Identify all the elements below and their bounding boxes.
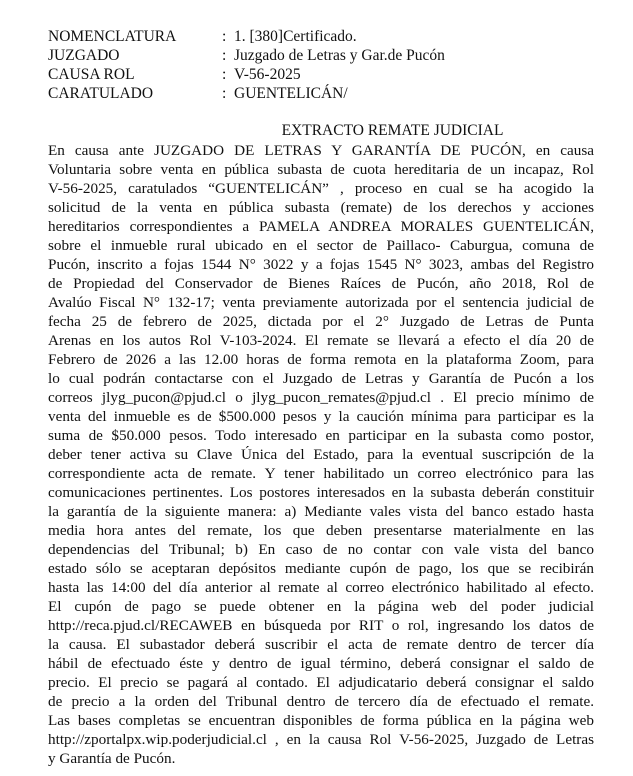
header-colon: : (222, 85, 227, 102)
body-line: Las bases completas se encuentran disponibles de forma pública en la página web (48, 712, 594, 729)
body-line: de Propiedad del Conservador de Bienes Raíces de Pucón, año 2018, Rol de (48, 275, 594, 292)
body-line: solicitud de la venta en pública subasta (remate) de los derechos y acciones (48, 199, 594, 216)
body-line: Arenas en los autos Rol V-103-2024. El remate se llevará a efecto el día 20 de (48, 332, 594, 349)
body-line: lo cual podrán contactarse con el Juzgado de Letras y Garantía de Pucón a los (48, 370, 594, 387)
document-body (48, 141, 594, 768)
body-line: suma de $50.000 pesos. Todo interesado en participar en la subasta como postor, (48, 427, 594, 444)
body-line: En causa ante JUZGADO DE LETRAS Y GARANTÍA DE PUCÓN, en causa (48, 142, 594, 159)
body-line: http://reca.pjud.cl/RECAWEB en búsqueda por RIT o rol, ingresando los datos de (48, 617, 594, 634)
header-colon: : (222, 47, 227, 64)
body-line: http://zportalpx.wip.poderjudicial.cl , en la causa Rol V-56-2025, Juzgado de Letras (48, 731, 594, 748)
body-line: estado sólo se aceptaran depósitos mediante cupón de pago, los que se recibirán (48, 560, 594, 577)
body-line: venta del inmueble es de $500.000 pesos y la caución mínima para participar es la (48, 408, 594, 425)
body-line: Avalúo Fiscal N° 132-17; venta previamente autorizada por el sentencia judicial de (48, 294, 594, 311)
body-line: y Garantía de Pucón. (48, 750, 176, 767)
body-line: correos jlyg_pucon@pjud.cl o jlyg_pucon_remates@pjud.cl . El precio mínimo de (48, 389, 594, 406)
header-label: JUZGADO (48, 47, 120, 64)
body-line: hasta las 14:00 del día anterior al remate al correo electrónico habilitado al efecto. (48, 579, 594, 596)
body-line: hereditarios correspondientes a PAMELA ANDREA MORALES GUENTELICÁN, (48, 218, 594, 235)
body-line: media hora antes del remate, los que deben presentarse materialmente en las (48, 522, 594, 539)
header-label: NOMENCLATURA (48, 28, 177, 45)
body-line: deber tener activa su Clave Única del Estado, para la eventual suscripción de la (48, 446, 594, 463)
header-label: CAUSA ROL (48, 66, 135, 83)
body-line: fecha 25 de febrero de 2025, dictada por el 2° Juzgado de Letras de Punta (48, 313, 594, 330)
body-line: V-56-2025, caratulados “GUENTELICÁN” , proceso en cual se ha acogido la (48, 180, 594, 197)
body-line: correspondiente acta de remate. Y tener habilitado un correo electrónico para las (48, 465, 594, 482)
header-value: GUENTELICÁN/ (234, 85, 348, 102)
body-line: Pucón, inscrito a fojas 1544 N° 3022 y a fojas 1545 N° 3023, ambas del Registro (48, 256, 594, 273)
header-value: Juzgado de Letras y Gar.de Pucón (234, 47, 445, 64)
body-line: Febrero de 2026 a las 12.00 horas de forma remota en la plataforma Zoom, para (48, 351, 594, 368)
body-line: sobre el inmueble rural ubicado en el sector de Paillaco- Caburgua, comuna de (48, 237, 594, 254)
body-line: hábil de efectuado éste y dentro de igual término, deberá consignar el saldo de (48, 655, 594, 672)
document-title: EXTRACTO REMATE JUDICIAL (281, 122, 504, 139)
body-line: dependencias del Tribunal; b) En caso de no contar con vale vista del banco (48, 541, 594, 558)
body-line: precio. El precio se pagará al contado. El adjudicatario deberá consignar el saldo (48, 674, 594, 691)
header-colon: : (222, 66, 227, 83)
body-line: de precio a la orden del Tribunal dentro de tercero día de efectuado el remate. (48, 693, 594, 710)
header-value: 1. [380]Certificado. (234, 28, 357, 45)
body-line: El cupón de pago se puede obtener en la página web del poder judicial (48, 598, 594, 615)
body-line: comunicaciones pertinentes. Los postores interesados en la subasta deberán constituir (48, 484, 594, 501)
body-line: Voluntaria sobre venta en pública subasta de cuota hereditaria de un incapaz, Rol (48, 161, 594, 178)
header-label: CARATULADO (48, 85, 154, 102)
header-value: V-56-2025 (234, 66, 301, 83)
body-line: la garantía de la siguiente manera: a) Mediante vales vista del banco estado hasta (48, 503, 594, 520)
header-colon: : (222, 28, 227, 45)
body-line: la causa. El subastador deberá suscribir el acta de remate dentro de tercer día (48, 636, 594, 653)
